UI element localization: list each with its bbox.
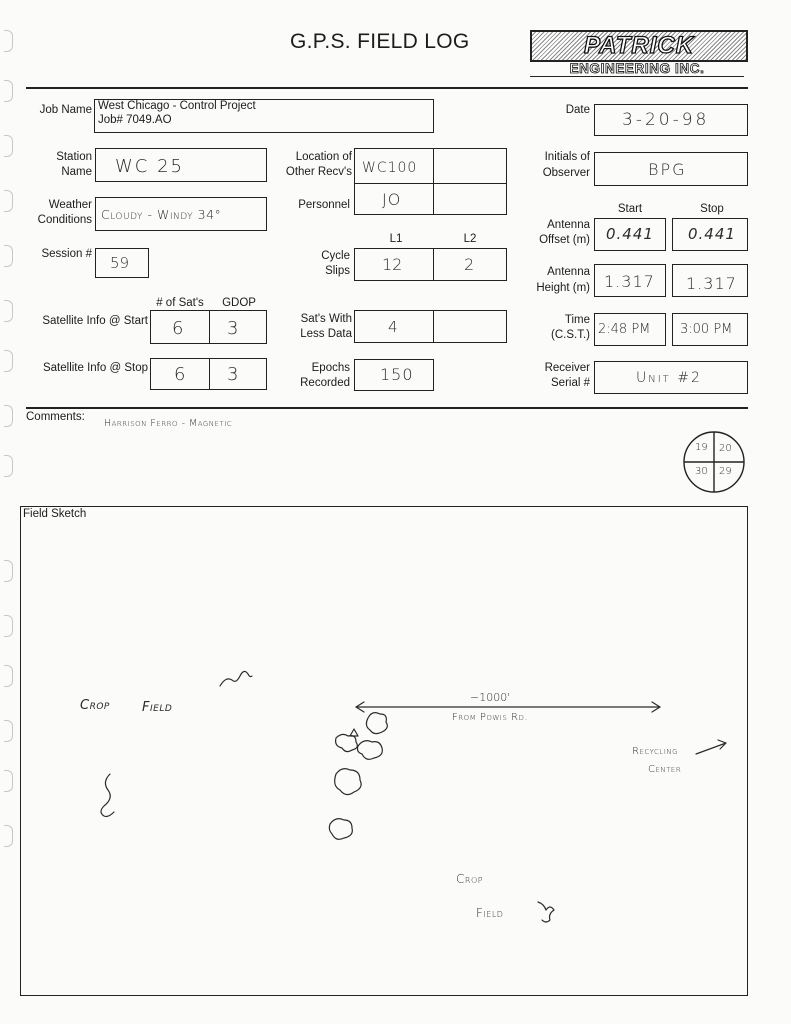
quadrant-value: 20 (719, 443, 732, 454)
marker-triangle (350, 729, 358, 736)
job-name-value-2: Job# 7049.AO (98, 114, 172, 126)
binder-mark (4, 615, 13, 637)
logo-top: PATRICK (530, 30, 748, 62)
binder-mark (4, 455, 13, 477)
station-label-2: Name (61, 166, 92, 178)
initials-value: BPG (648, 160, 687, 179)
date-value: 3-20-98 (622, 110, 710, 130)
weather-value: Cloudy - Windy 34° (101, 207, 222, 222)
personnel-label: Personnel (298, 199, 350, 211)
shrub (336, 734, 358, 751)
receiver-serial-value: Unit #2 (636, 370, 702, 386)
crop-field-1-label: Crop (80, 698, 110, 713)
header-rule (26, 87, 748, 89)
shrub (366, 713, 387, 734)
sats-start-value: 6 (172, 318, 184, 339)
num-sats-column-label: # of Sat's (156, 297, 204, 309)
gdop-start-value: 3 (227, 318, 239, 339)
epochs-label-2: Recorded (300, 377, 350, 389)
stop-column-label: Stop (700, 203, 724, 215)
logo-bottom: ENGINEERING INC. (530, 61, 744, 77)
antenna-offset-label-2: Offset (m) (539, 234, 590, 246)
sketch-drawing (20, 506, 748, 996)
sketch-squiggle (101, 774, 114, 817)
distance-label: ~1000' (470, 691, 511, 704)
binder-mark (4, 770, 13, 792)
other-recv-field-2[interactable] (433, 148, 507, 184)
company-logo (524, 30, 750, 80)
job-name-label: Job Name (39, 104, 92, 116)
satellite-quadrant (682, 430, 746, 494)
location-label-2: Other Recv's (285, 166, 352, 178)
quadrant-circle-icon (682, 430, 746, 494)
binder-mark (4, 80, 13, 102)
time-start-value: 2:48 PM (598, 322, 651, 337)
sats-less-data-value: 4 (388, 318, 398, 336)
antenna-height-start-value: 1.317 (604, 272, 655, 291)
binder-mark (4, 720, 13, 742)
personnel-field-2[interactable] (433, 183, 507, 215)
sketch-squiggle (538, 902, 554, 922)
start-column-label: Start (617, 203, 643, 215)
crop-field-2-label: Field (476, 906, 504, 920)
job-name-value-1: West Chicago - Control Project (98, 100, 256, 112)
binder-mark (4, 135, 13, 157)
binder-mark (4, 30, 13, 52)
quadrant-value: 19 (695, 442, 708, 453)
quadrant-value: 29 (719, 466, 732, 477)
epochs-label-1: Epochs (311, 362, 350, 374)
antenna-offset-start-value: 0.441 (606, 225, 654, 243)
cycle-slips-label-2: Slips (325, 265, 350, 277)
crop-field-1-label: Field (142, 700, 173, 715)
shrub (329, 819, 352, 840)
epochs-value: 150 (380, 365, 414, 384)
l1-column-label: L1 (389, 233, 403, 245)
binder-mark (4, 350, 13, 372)
gdop-stop-value: 3 (227, 364, 239, 385)
binder-mark (4, 560, 13, 582)
binder-mark (4, 300, 13, 322)
from-road-label: From Powis Rd. (452, 712, 529, 723)
shrub (358, 741, 383, 760)
quadrant-value: 30 (695, 466, 708, 477)
antenna-offset-stop-value: 0.441 (688, 225, 736, 243)
crop-field-2-label: Crop (456, 872, 484, 886)
shrub (335, 769, 361, 795)
antenna-height-stop-value: 1.317 (686, 274, 737, 293)
recycling-arrow (696, 743, 726, 754)
field-sketch-label: Field Sketch (23, 508, 87, 520)
session-value: 59 (110, 254, 130, 272)
time-label-1: Time (564, 314, 590, 326)
section-rule (26, 407, 748, 409)
comments-label: Comments: (26, 411, 85, 423)
antenna-height-label-1: Antenna (547, 266, 590, 278)
personnel-value: JO (382, 190, 402, 209)
sat-info-start-label: Satellite Info @ Start (42, 315, 148, 327)
binder-mark (4, 405, 13, 427)
session-label: Session # (41, 248, 92, 260)
weather-label-2: Conditions (37, 214, 92, 226)
sats-less-data-field-2[interactable] (433, 310, 507, 343)
time-stop-value: 3:00 PM (680, 322, 733, 337)
sats-with-label-2: Less Data (300, 328, 352, 340)
station-label-1: Station (56, 151, 92, 163)
recycling-label: Center (648, 764, 682, 775)
cycle-slips-l2-value: 2 (464, 255, 475, 274)
cycle-slips-label-1: Cycle (321, 250, 350, 262)
binder-mark (4, 190, 13, 212)
initials-label-1: Initials of (544, 151, 590, 163)
antenna-height-label-2: Height (m) (536, 282, 590, 294)
time-label-2: (C.S.T.) (551, 329, 590, 341)
station-name-value: WC 25 (115, 156, 184, 177)
binder-mark (4, 245, 13, 267)
sat-info-stop-label: Satellite Info @ Stop (42, 362, 148, 374)
l2-column-label: L2 (463, 233, 477, 245)
sats-stop-value: 6 (174, 364, 186, 385)
binder-mark (4, 825, 13, 847)
receiver-label-1: Receiver (544, 362, 590, 374)
comments-value: Harrison Ferro - Magnetic (104, 418, 233, 429)
antenna-offset-label-1: Antenna (547, 219, 590, 231)
recycling-label: Recycling (632, 746, 679, 757)
initials-label-2: Observer (542, 167, 590, 179)
location-label-1: Location of (295, 151, 352, 163)
cycle-slips-l1-value: 12 (382, 255, 403, 274)
sketch-squiggle (220, 671, 252, 686)
binder-mark (4, 665, 13, 687)
weather-label-1: Weather (48, 199, 92, 211)
receiver-label-2: Serial # (551, 377, 590, 389)
gdop-column-label: GDOP (222, 297, 256, 309)
page-title: G.P.S. FIELD LOG (290, 30, 470, 53)
date-label: Date (565, 104, 590, 116)
sats-with-label-1: Sat's With (300, 313, 352, 325)
other-recv-value: WC100 (362, 160, 418, 176)
